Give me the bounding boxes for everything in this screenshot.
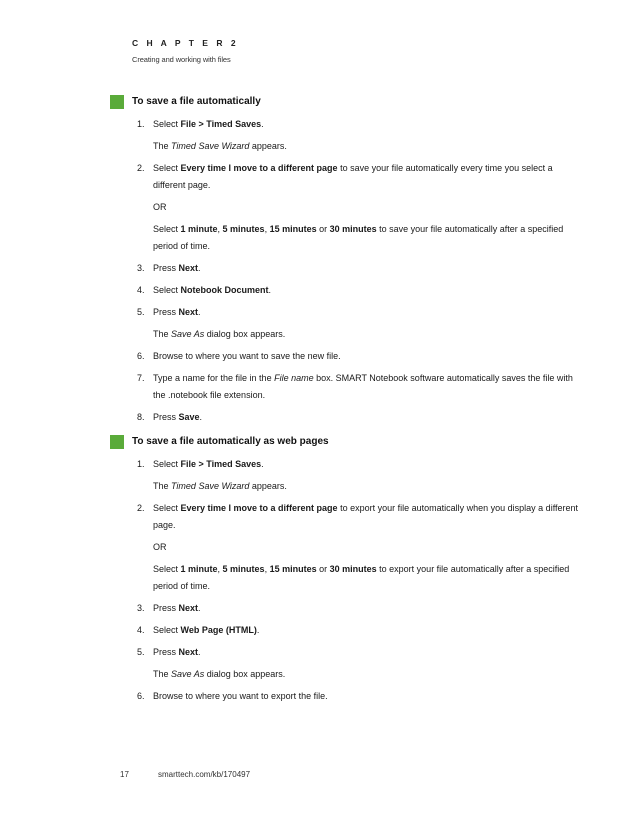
text-run: . [261, 459, 264, 469]
section-heading [0, 434, 638, 450]
step-note [153, 539, 581, 556]
text-run: Press [153, 307, 179, 317]
text-run: to save your file automatically every time you select a different page. [153, 163, 553, 190]
page-number: 17 [120, 770, 129, 779]
italic-text: Timed Save Wizard [171, 481, 250, 491]
text-run: Select [153, 285, 181, 295]
text-run: , [217, 224, 223, 234]
step-text [153, 260, 581, 277]
bold-text: 15 minutes [269, 224, 317, 234]
bold-text: Save [178, 412, 200, 422]
step-number: 6. [137, 691, 145, 701]
step-text [153, 622, 581, 639]
step-item [0, 456, 638, 473]
text-run: , [217, 564, 223, 574]
text-run: . [268, 285, 272, 295]
step-note [153, 326, 581, 343]
bold-text: 1 minute [180, 224, 218, 234]
step-text [153, 409, 581, 426]
text-run: Press [153, 603, 179, 613]
text-run: dialog box appears. [204, 669, 286, 679]
bold-text: 5 minutes [222, 224, 265, 234]
text-run: to export your file automatically after a specified period of time. [153, 564, 570, 591]
step-note [153, 199, 581, 216]
bold-text: Notebook Document [180, 285, 269, 295]
step-text [153, 370, 581, 404]
step-item [0, 160, 638, 194]
step-number: 3. [137, 263, 145, 273]
step-text [153, 456, 581, 473]
step-item [0, 348, 638, 365]
text-run: . [198, 307, 201, 317]
text-run: . [261, 119, 264, 129]
footer-url: smarttech.com/kb/170497 [158, 770, 251, 779]
step-item [0, 370, 638, 404]
step-number: 5. [137, 647, 145, 657]
text-run: , [264, 564, 270, 574]
steps-list [0, 116, 638, 426]
text-run: appears. [249, 481, 287, 491]
step-number: 3. [137, 603, 145, 613]
bold-text: Web Page (HTML) [180, 625, 257, 635]
step-item [0, 282, 638, 299]
text-run: Browse to where you want to export the file. [153, 691, 328, 701]
section-title: To save a file automatically [132, 96, 261, 107]
step-note [153, 561, 581, 595]
text-run: . [198, 603, 201, 613]
step-number: 2. [137, 163, 145, 173]
text-run: Select [153, 503, 181, 513]
bold-text: Next [178, 603, 199, 613]
step-text [153, 160, 581, 194]
step-item [0, 644, 638, 661]
bold-text: Next [178, 307, 199, 317]
step-item [0, 688, 638, 705]
text-run: Select [153, 459, 181, 469]
italic-text: Save As [171, 669, 205, 679]
step-item [0, 260, 638, 277]
step-text [153, 116, 581, 133]
step-text [153, 500, 581, 534]
step-number: 4. [137, 285, 145, 295]
text-run: . [198, 647, 201, 657]
text-run: or [316, 224, 330, 234]
text-run: or [316, 564, 330, 574]
text-run: Press [153, 263, 179, 273]
text-run: The [153, 669, 172, 679]
section-marker-icon [110, 435, 124, 449]
chapter-label: C H A P T E R 2 [132, 38, 239, 48]
bold-text: 30 minutes [329, 224, 377, 234]
step-text [153, 348, 581, 365]
step-note [153, 221, 581, 255]
procedure-section-save-automatically [0, 94, 638, 431]
step-number: 6. [137, 351, 145, 361]
step-number: 4. [137, 625, 145, 635]
bold-text: 1 minute [180, 564, 218, 574]
text-run: Press [153, 647, 179, 657]
text-run: Select [153, 564, 181, 574]
text-run: Browse to where you want to save the new file. [153, 351, 341, 361]
step-text [153, 688, 581, 705]
text-run: OR [153, 542, 167, 552]
step-text [153, 304, 581, 321]
text-run: The [153, 481, 172, 491]
step-item [0, 600, 638, 617]
step-number: 8. [137, 412, 145, 422]
bold-text: Every time I move to a different page [180, 163, 338, 173]
section-marker-icon [110, 95, 124, 109]
step-text [153, 282, 581, 299]
step-note [153, 666, 581, 683]
italic-text: Save As [171, 329, 205, 339]
bold-text: File > Timed Saves [180, 119, 262, 129]
text-run: box. SMART Notebook software automatically saves the file with the .notebook file extension. [153, 373, 573, 400]
bold-text: File > Timed Saves [180, 459, 262, 469]
text-run: OR [153, 202, 167, 212]
step-item [0, 500, 638, 534]
italic-text: Timed Save Wizard [171, 141, 250, 151]
step-item [0, 304, 638, 321]
text-run: Select [153, 163, 181, 173]
italic-text: File name [274, 373, 314, 383]
step-text [153, 644, 581, 661]
step-number: 5. [137, 307, 145, 317]
text-run: . [198, 263, 201, 273]
section-title: To save a file automatically as web pages [132, 436, 329, 447]
chapter-subtitle: Creating and working with files [132, 55, 231, 64]
bold-text: Next [178, 263, 199, 273]
text-run: Press [153, 412, 179, 422]
text-run: The [153, 141, 172, 151]
step-number: 7. [137, 373, 145, 383]
text-run: Select [153, 625, 181, 635]
text-run: to export your file automatically when you display a different page. [153, 503, 579, 530]
text-run: . [199, 412, 203, 422]
bold-text: Every time I move to a different page [180, 503, 338, 513]
step-item [0, 116, 638, 133]
step-note [153, 478, 581, 495]
bold-text: 5 minutes [222, 564, 265, 574]
step-number: 1. [137, 119, 145, 129]
step-number: 1. [137, 459, 145, 469]
step-item [0, 622, 638, 639]
text-run: Select [153, 224, 181, 234]
text-run: Type a name for the file in the [153, 373, 275, 383]
bold-text: Next [178, 647, 199, 657]
procedure-section-save-web-pages [0, 434, 638, 710]
text-run: appears. [249, 141, 287, 151]
step-note [153, 138, 581, 155]
steps-list [0, 456, 638, 705]
text-run: . [256, 625, 260, 635]
text-run: Select [153, 119, 181, 129]
section-heading [0, 94, 638, 110]
text-run: dialog box appears. [204, 329, 286, 339]
bold-text: 15 minutes [269, 564, 317, 574]
step-number: 2. [137, 503, 145, 513]
text-run: The [153, 329, 172, 339]
bold-text: 30 minutes [329, 564, 377, 574]
step-item [0, 409, 638, 426]
text-run: , [264, 224, 270, 234]
text-run: to save your file automatically after a specified period of time. [153, 224, 564, 251]
step-text [153, 600, 581, 617]
